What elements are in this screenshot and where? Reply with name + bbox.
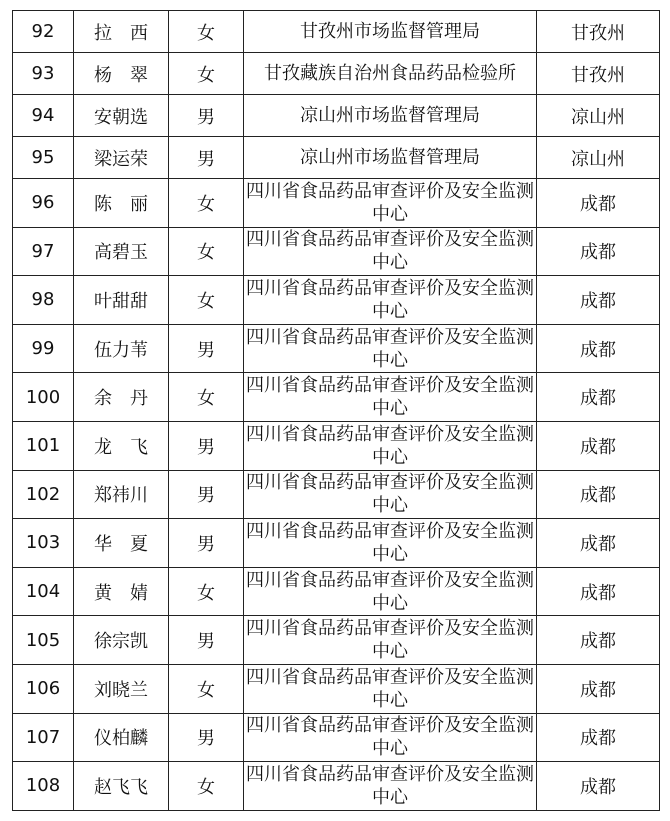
cell-number: 102 <box>13 470 74 519</box>
cell-name: 杨 翠 <box>74 53 169 95</box>
cell-gender: 男 <box>169 470 244 519</box>
cell-organization: 四川省食品药品审查评价及安全监测中心 <box>244 664 537 713</box>
table-row <box>13 762 660 811</box>
cell-gender: 男 <box>169 421 244 470</box>
cell-gender: 女 <box>169 664 244 713</box>
cell-gender: 男 <box>169 713 244 762</box>
table-row <box>13 227 660 276</box>
cell-number: 96 <box>13 179 74 228</box>
cell-name: 梁运荣 <box>74 137 169 179</box>
table-row <box>13 276 660 325</box>
cell-number: 98 <box>13 276 74 325</box>
cell-region: 成都 <box>537 179 660 228</box>
cell-number: 93 <box>13 53 74 95</box>
table-row <box>13 664 660 713</box>
cell-gender: 男 <box>169 519 244 568</box>
cell-number: 101 <box>13 421 74 470</box>
cell-region: 甘孜州 <box>537 11 660 53</box>
cell-name: 拉 西 <box>74 11 169 53</box>
table-row <box>13 11 660 53</box>
cell-name: 安朝选 <box>74 95 169 137</box>
cell-name: 高碧玉 <box>74 227 169 276</box>
cell-gender: 女 <box>169 53 244 95</box>
cell-name: 叶甜甜 <box>74 276 169 325</box>
cell-region: 成都 <box>537 276 660 325</box>
cell-name: 仪柏麟 <box>74 713 169 762</box>
table-row <box>13 373 660 422</box>
cell-gender: 女 <box>169 567 244 616</box>
cell-gender: 女 <box>169 227 244 276</box>
personnel-table <box>12 10 660 811</box>
cell-organization: 四川省食品药品审查评价及安全监测中心 <box>244 713 537 762</box>
table-row <box>13 95 660 137</box>
cell-number: 107 <box>13 713 74 762</box>
cell-gender: 男 <box>169 616 244 665</box>
cell-organization: 四川省食品药品审查评价及安全监测中心 <box>244 227 537 276</box>
cell-organization: 四川省食品药品审查评价及安全监测中心 <box>244 616 537 665</box>
cell-organization: 四川省食品药品审查评价及安全监测中心 <box>244 324 537 373</box>
cell-gender: 女 <box>169 276 244 325</box>
cell-number: 95 <box>13 137 74 179</box>
cell-region: 甘孜州 <box>537 53 660 95</box>
cell-number: 108 <box>13 762 74 811</box>
table-row <box>13 421 660 470</box>
table-row <box>13 137 660 179</box>
cell-region: 成都 <box>537 713 660 762</box>
cell-gender: 女 <box>169 762 244 811</box>
cell-region: 凉山州 <box>537 95 660 137</box>
table-row <box>13 53 660 95</box>
cell-name: 陈 丽 <box>74 179 169 228</box>
cell-number: 105 <box>13 616 74 665</box>
cell-organization: 凉山州市场监督管理局 <box>244 137 537 179</box>
cell-gender: 男 <box>169 95 244 137</box>
cell-gender: 男 <box>169 137 244 179</box>
cell-number: 99 <box>13 324 74 373</box>
cell-name: 郑祎川 <box>74 470 169 519</box>
cell-name: 刘晓兰 <box>74 664 169 713</box>
cell-gender: 女 <box>169 373 244 422</box>
table-row <box>13 470 660 519</box>
cell-organization: 甘孜州市场监督管理局 <box>244 11 537 53</box>
cell-region: 成都 <box>537 470 660 519</box>
cell-number: 97 <box>13 227 74 276</box>
cell-number: 94 <box>13 95 74 137</box>
cell-number: 92 <box>13 11 74 53</box>
cell-region: 成都 <box>537 421 660 470</box>
cell-number: 103 <box>13 519 74 568</box>
table-row <box>13 519 660 568</box>
cell-region: 成都 <box>537 324 660 373</box>
cell-organization: 四川省食品药品审查评价及安全监测中心 <box>244 276 537 325</box>
table-row <box>13 324 660 373</box>
cell-gender: 女 <box>169 11 244 53</box>
cell-organization: 甘孜藏族自治州食品药品检验所 <box>244 53 537 95</box>
cell-region: 成都 <box>537 664 660 713</box>
cell-organization: 四川省食品药品审查评价及安全监测中心 <box>244 373 537 422</box>
cell-name: 黄 婧 <box>74 567 169 616</box>
cell-organization: 四川省食品药品审查评价及安全监测中心 <box>244 762 537 811</box>
cell-organization: 四川省食品药品审查评价及安全监测中心 <box>244 567 537 616</box>
cell-number: 106 <box>13 664 74 713</box>
cell-region: 成都 <box>537 373 660 422</box>
cell-gender: 女 <box>169 179 244 228</box>
table-row <box>13 616 660 665</box>
cell-number: 104 <box>13 567 74 616</box>
cell-organization: 四川省食品药品审查评价及安全监测中心 <box>244 179 537 228</box>
cell-region: 成都 <box>537 519 660 568</box>
table-row <box>13 567 660 616</box>
cell-region: 成都 <box>537 227 660 276</box>
table-row <box>13 179 660 228</box>
cell-name: 龙 飞 <box>74 421 169 470</box>
cell-name: 伍力苇 <box>74 324 169 373</box>
cell-region: 成都 <box>537 567 660 616</box>
cell-organization: 四川省食品药品审查评价及安全监测中心 <box>244 470 537 519</box>
cell-organization: 凉山州市场监督管理局 <box>244 95 537 137</box>
cell-region: 成都 <box>537 616 660 665</box>
cell-number: 100 <box>13 373 74 422</box>
cell-name: 华 夏 <box>74 519 169 568</box>
cell-name: 徐宗凯 <box>74 616 169 665</box>
cell-organization: 四川省食品药品审查评价及安全监测中心 <box>244 519 537 568</box>
cell-region: 成都 <box>537 762 660 811</box>
cell-name: 赵飞飞 <box>74 762 169 811</box>
table-row <box>13 713 660 762</box>
cell-gender: 男 <box>169 324 244 373</box>
cell-organization: 四川省食品药品审查评价及安全监测中心 <box>244 421 537 470</box>
cell-region: 凉山州 <box>537 137 660 179</box>
cell-name: 余 丹 <box>74 373 169 422</box>
